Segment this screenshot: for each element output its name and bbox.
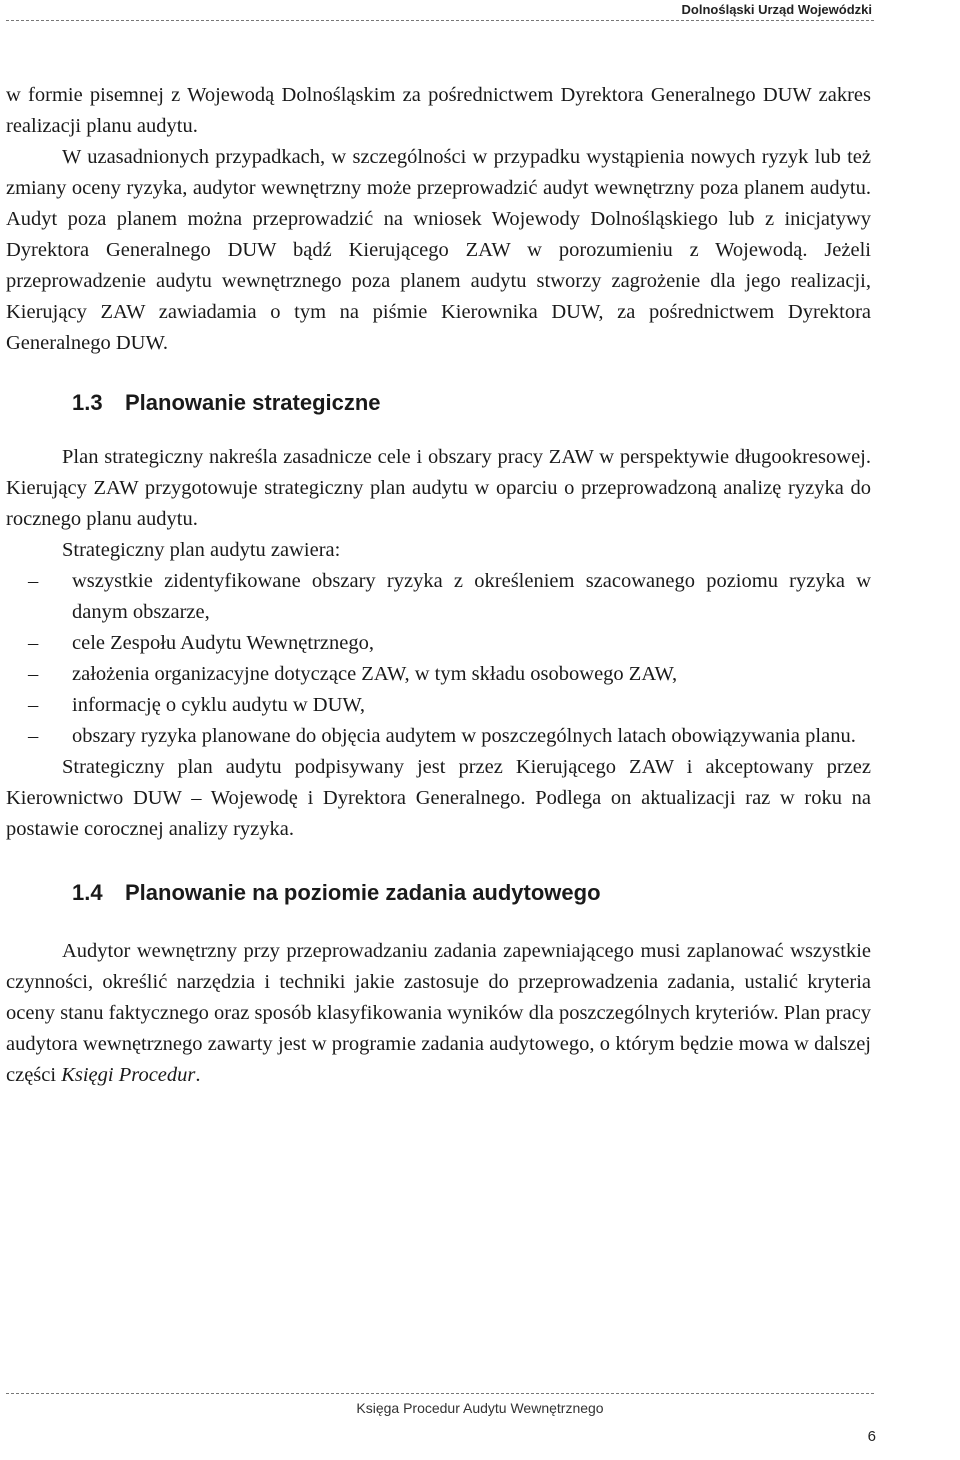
paragraph-unplanned-audit: W uzasadnionych przypadkach, w szczególności w przypadku wystąpienia nowych ryzyk lub też zmiany oceny ryzyka, audytor wewnętrzny może przeprowadzić audyt wewnętrzny poza planem audytu. Audyt poza planem można przeprowadzić na wniosek Wojewody Dolnośląskiego lub z inicjatywy Dyrektora Generalnego DUW bądź Kierującego ZAW w porozumieniu z Wojewodą. Jeżeli przeprowadzenie audytu wewnętrznego poza planem audytu stworzy zagrożenie dla jego realizacji, Kierujący ZAW zawiadamia o tym na piśmie Kierownika DUW, za pośrednictwem Dyrektora Generalnego DUW. <box>6 146 871 354</box>
page-number: 6 <box>867 1428 876 1445</box>
footer-title: Księga Procedur Audytu Wewnętrznego <box>356 1400 604 1416</box>
paragraph-plan-approval: Strategiczny plan audytu podpisywany jest przez Kierującego ZAW i akceptowany przez Kierownictwo DUW – Wojewodę i Dyrektora Generalnego. Podlega on aktualizacji raz w roku na postawie corocznej analizy ryzyka. <box>6 756 871 840</box>
section-number: 1.3 <box>72 390 103 415</box>
plan-contents-list <box>6 566 871 752</box>
footer-divider <box>6 1393 874 1394</box>
header-title: Dolnośląski Urząd Wojewódzki <box>681 2 872 17</box>
document-body <box>6 80 871 1091</box>
list-item: – założenia organizacyjne dotyczące ZAW, w tym składu osobowego ZAW, <box>6 659 871 690</box>
list-item: – cele Zespołu Audytu Wewnętrznego, <box>6 628 871 659</box>
paragraph-text: Audytor wewnętrzny przy przeprowadzaniu zadania zapewniającego musi zaplanować wszystkie czynności, określić narzędzia i techniki jakie zastosuje do przeprowadzenia zadania, ustalić kryteria oceny stanu faktycznego oraz sposób klasyfikowania wyników dla poszczególnych kryteriów. Plan pracy audytora wewnętrznego zawarty jest w programie zadania audytowego, o którym będzie mowa w dalszej części <box>6 940 871 1086</box>
section-heading-1-3 <box>6 387 871 418</box>
list-item: – obszary ryzyka planowane do objęcia audytem w poszczególnych latach obowiązywania planu. <box>6 721 871 752</box>
section-heading-1-4 <box>6 877 871 908</box>
section-title: Planowanie na poziomie zadania audytowego <box>125 880 601 905</box>
section-title: Planowanie strategiczne <box>125 390 381 415</box>
list-item: – informację o cyklu audytu w DUW, <box>6 690 871 721</box>
paragraph-strategic-plan: Plan strategiczny nakreśla zasadnicze cele i obszary pracy ZAW w perspektywie długookresowej. Kierujący ZAW przygotowuje strategiczny plan audytu w oparciu o przeprowadzoną analizę ryzyka do rocznego planu audytu. <box>6 446 871 530</box>
section-number: 1.4 <box>72 880 103 905</box>
paragraph-task-planning <box>6 936 871 1091</box>
header-divider <box>6 20 874 21</box>
book-title-emphasis: Księgi Procedur <box>61 1064 196 1086</box>
list-item: – wszystkie zidentyfikowane obszary ryzyka z określeniem szacowanego poziomu ryzyka w danym obszarze, <box>6 566 871 628</box>
paragraph-plan-contents-intro: Strategiczny plan audytu zawiera: <box>62 539 341 561</box>
paragraph-continuation: w formie pisemnej z Wojewodą Dolnośląskim za pośrednictwem Dyrektora Generalnego DUW zakres realizacji planu audytu. <box>6 84 871 137</box>
page-header <box>0 0 960 24</box>
paragraph-end: . <box>195 1064 201 1086</box>
